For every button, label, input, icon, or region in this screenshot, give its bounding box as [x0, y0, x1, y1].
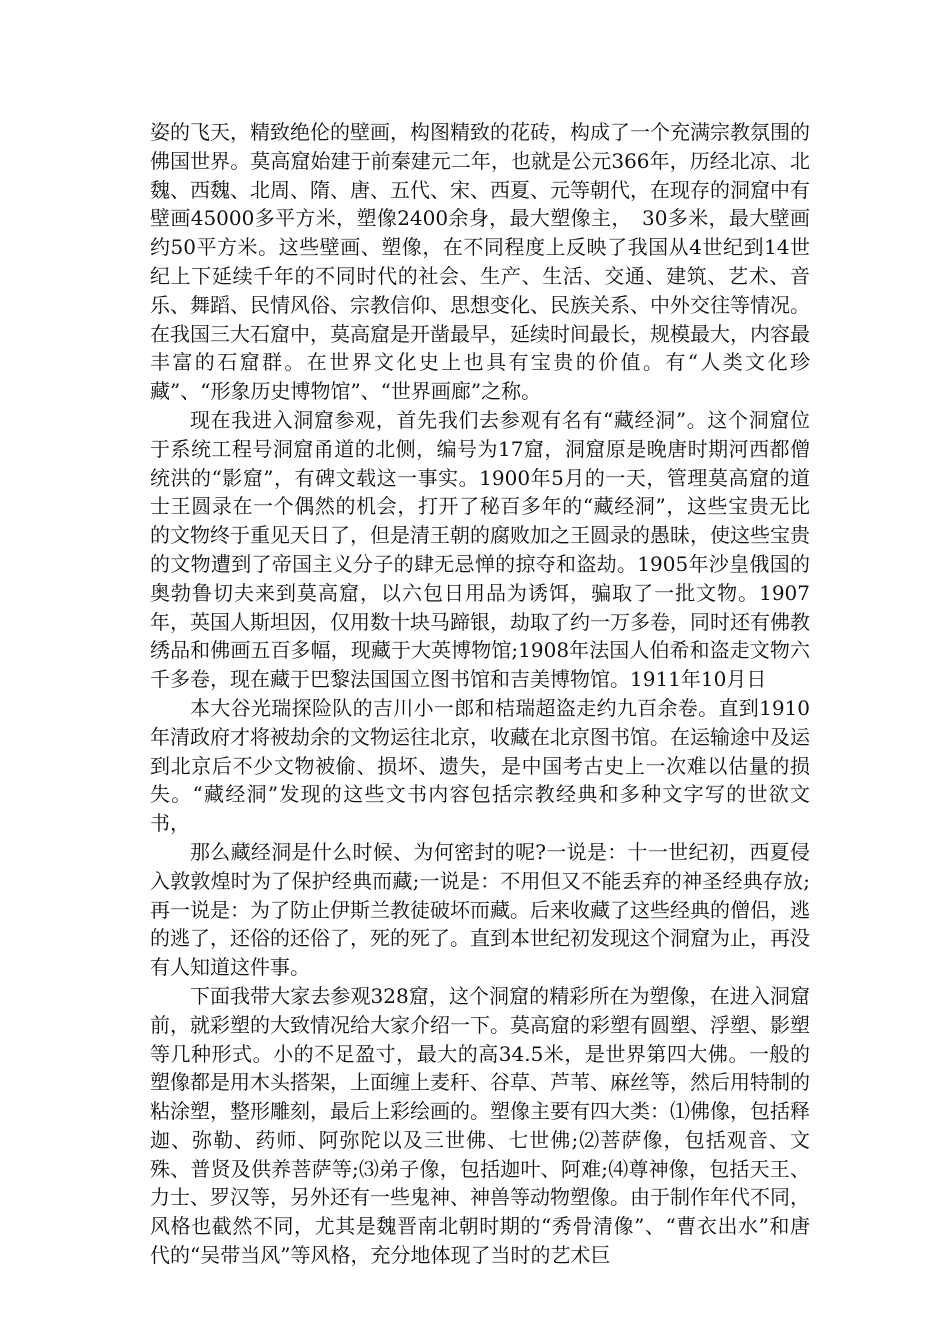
- paragraph-3: 本大谷光瑞探险队的吉川小一郎和桔瑞超盗走约九百余卷。直到1910年清政府才将被劫余的文物运往北京，收藏在北京图书馆。在运输途中及运到北京后不少文物被偷、损坏、遗失，是中国考古史上一次难以估量的损失。“藏经洞”发现的这些文书内容包括宗教经典和多种文字写的世欲文书，: [150, 695, 810, 836]
- paragraph-5: 下面我带大家去参观328窟，这个洞窟的精彩所在为塑像，在进入洞窟前，就彩塑的大致情况给大家介绍一下。莫高窟的彩塑有圆塑、浮塑、影塑等几种形式。小的不足盈寸，最大的高34.5米，是世界第四大佛。一般的塑像都是用木头搭架，上面缠上麦秆、谷草、芦苇、麻丝等，然后用特制的粘涂塑，整形雕刻，最后上彩绘画的。塑像主要有四大类：⑴佛像，包括释迦、弥勒、药师、阿弥陀以及三世佛、七世佛;⑵菩萨像，包括观音、文殊、普贤及供养菩萨等;⑶弟子像，包括迦叶、阿难;⑷尊神像，包括天王、力士、罗汉等，另外还有一些鬼神、神兽等动物塑像。由于制作年代不同，风格也截然不同，尤其是魏晋南北朝时期的“秀骨清像”、“曹衣出水”和唐代的“吴带当风”等风格，充分地体现了当时的艺术巨: [150, 983, 810, 1268]
- paragraph-4: 那么藏经洞是什么时候、为何密封的呢?一说是：十一世纪初，西夏侵入敦敦煌时为了保护经典而藏;一说是：不用但又不能丢弃的神圣经典存放;再一说是：为了防止伊斯兰教徒破坏而藏。后来收藏了这些经典的僧侣，逃的逃了，还俗的还俗了，死的死了。直到本世纪初发现这个洞窟为止，再没有人知道这件事。: [150, 839, 810, 980]
- paragraph-2: 现在我进入洞窟参观，首先我们去参观有名有“藏经洞”。这个洞窟位于系统工程号洞窟甬道的北侧，编号为17窟，洞窟原是晚唐时期河西都僧统洪的“影窟”，有碑文载这一事实。1900年5月的一天，管理莫高窟的道士王圆录在一个偶然的机会，打开了秘百多年的“藏经洞”，这些宝贵无比的文物终于重见天日了，但是清王朝的腐败加之王圆录的愚昧，使这些宝贵的文物遭到了帝国主义分子的肆无忌惮的掠夺和盗劫。1905年沙皇俄国的奥勃鲁切夫来到莫高窟，以六包日用品为诱饵，骗取了一批文物。1907年，英国人斯坦因，仅用数十块马蹄银，劫取了约一万多卷，同时还有佛教绣品和佛画五百多幅，现藏于大英博物馆;1908年法国人伯希和盗走文物六千多卷，现在藏于巴黎法国国立图书馆和吉美博物馆。1911年10月日: [150, 407, 810, 692]
- paragraph-1: 姿的飞天，精致绝伦的壁画，构图精致的花砖，构成了一个充满宗教氛围的佛国世界。莫高窟始建于前秦建元二年，也就是公元366年，历经北凉、北魏、西魏、北周、隋、唐、五代、宋、西夏、元等朝代，在现存的洞窟中有壁画45000多平方米，塑像2400余身，最大塑像主， 30多米，最大壁画约50平方米。这些壁画、塑像，在不同程度上反映了我国从4世纪到14世纪上下延续千年的不同时代的社会、生产、生活、交通、建筑、艺术、音乐、舞蹈、民情风俗、宗教信仰、思想变化、民族关系、中外交往等情况。在我国三大石窟中，莫高窟是开凿最早，延续时间最长，规模最大，内容最丰富的石窟群。在世界文化史上也具有宝贵的价值。有“人类文化珍藏”、“形象历史博物馆”、“世界画廊”之称。: [150, 120, 810, 404]
- document-body: [150, 118, 810, 1270]
